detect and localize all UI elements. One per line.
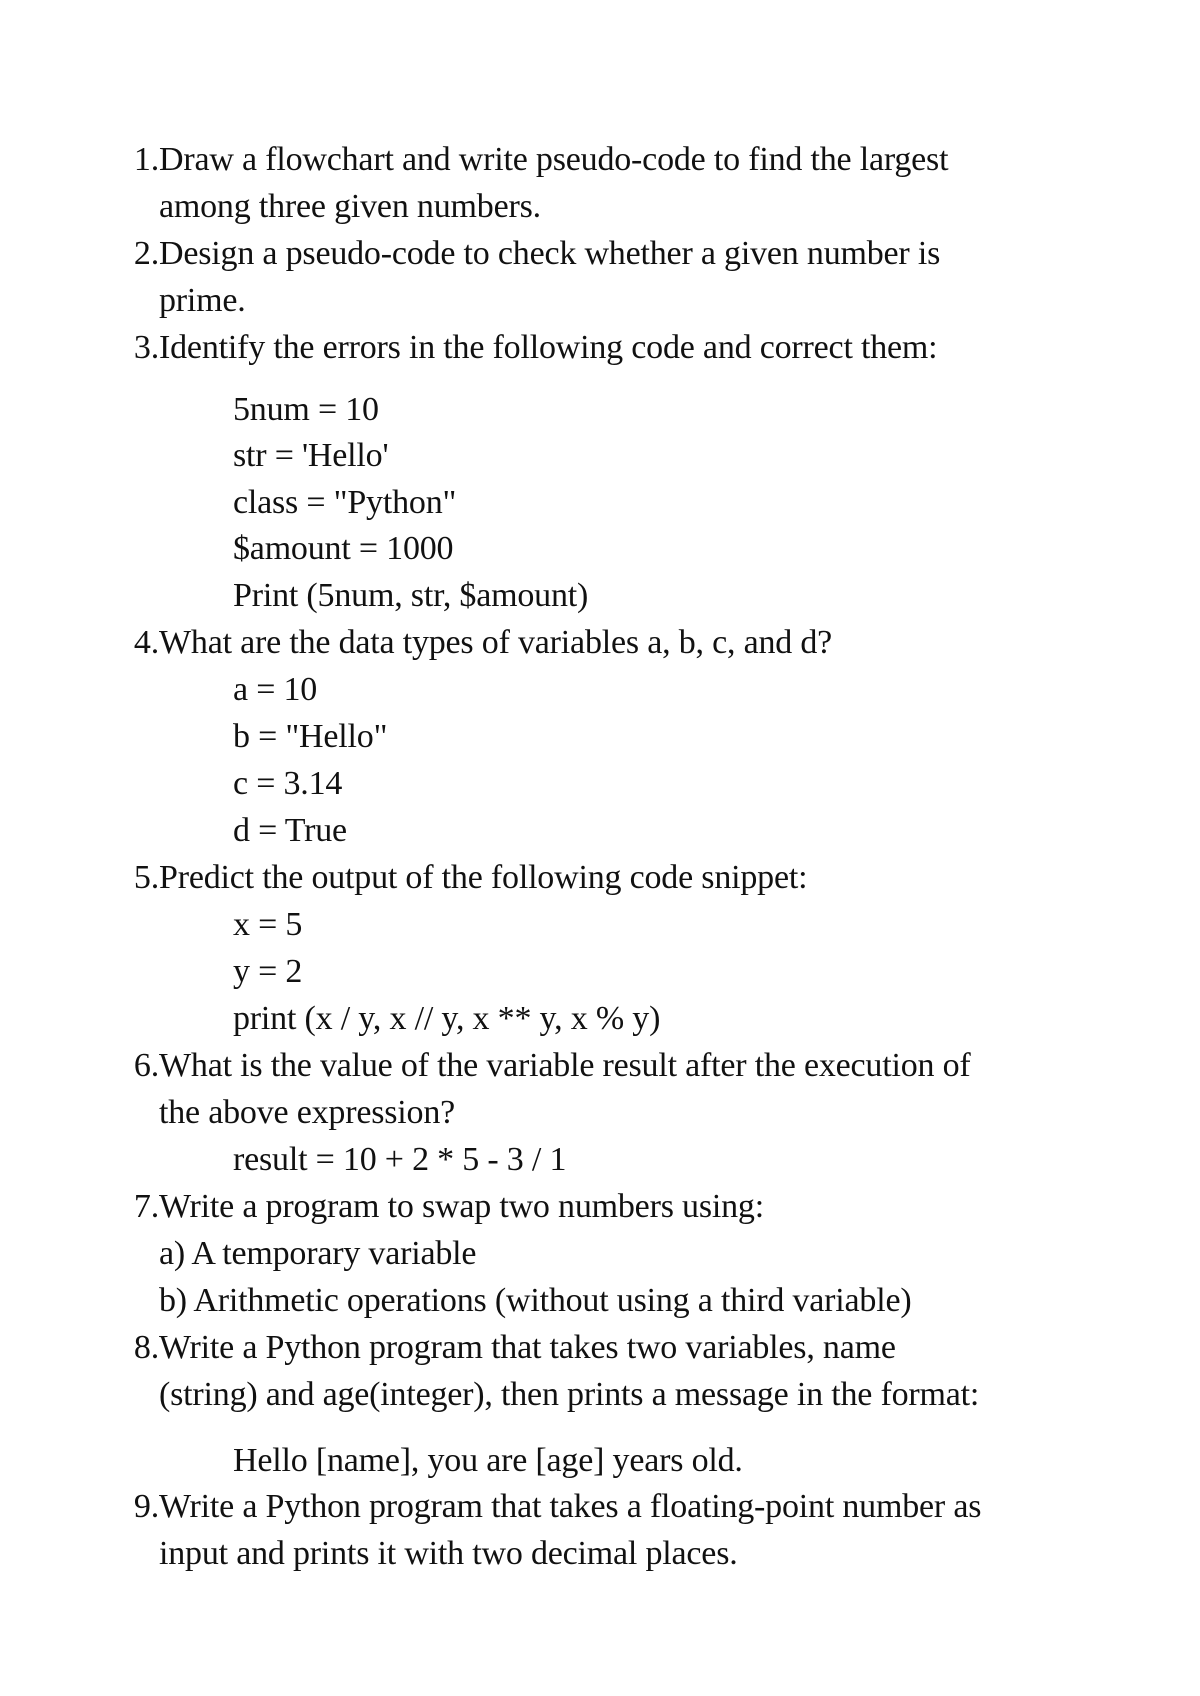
- question-number: 5.: [133, 859, 159, 896]
- question-text: Draw a flowchart and write pseudo-code to find the largest: [159, 141, 949, 178]
- code-line: 5num = 10: [233, 391, 379, 428]
- question-number: 4.: [133, 624, 159, 661]
- question-number: 8.: [133, 1329, 159, 1366]
- question-text: Write a Python program that takes a floating-point number as: [159, 1488, 982, 1525]
- question-text: Identify the errors in the following code and correct them:: [159, 329, 938, 366]
- code-line: d = True: [233, 812, 347, 849]
- code-line: x = 5: [233, 906, 303, 943]
- question-8-continued: (string) and age(integer), then prints a message in the format:: [159, 1376, 980, 1413]
- code-line: Hello [name], you are [age] years old.: [233, 1442, 743, 1479]
- question-text: Predict the output of the following code snippet:: [159, 859, 808, 896]
- question-text: Write a program to swap two numbers using:: [159, 1188, 764, 1225]
- question-9-continued: input and prints it with two decimal places.: [159, 1535, 738, 1572]
- code-line: b = "Hello": [233, 718, 388, 755]
- question-number: 1.: [133, 141, 159, 178]
- code-line: str = 'Hello': [233, 437, 389, 474]
- question-number: 6.: [133, 1047, 159, 1084]
- code-line: result = 10 + 2 * 5 - 3 / 1: [233, 1141, 567, 1178]
- question-1-continued: among three given numbers.: [159, 188, 541, 225]
- question-number: 9.: [133, 1488, 159, 1525]
- code-line: Print (5num, str, $amount): [233, 577, 589, 614]
- code-line: a = 10: [233, 671, 318, 708]
- question-number: 7.: [133, 1188, 159, 1225]
- question-2-continued: prime.: [159, 282, 246, 319]
- question-text: What is the value of the variable result after the execution of: [159, 1047, 971, 1084]
- code-line: class = "Python": [233, 484, 457, 521]
- code-line: c = 3.14: [233, 765, 343, 802]
- sub-item: a) A temporary variable: [159, 1235, 477, 1272]
- sub-item: b) Arithmetic operations (without using a third variable): [159, 1282, 912, 1319]
- question-6-continued: the above expression?: [159, 1094, 456, 1131]
- code-line: $amount = 1000: [233, 530, 454, 567]
- question-text: What are the data types of variables a, b, c, and d?: [159, 624, 833, 661]
- question-text: Write a Python program that takes two variables, name: [159, 1329, 896, 1366]
- code-line: y = 2: [233, 953, 303, 990]
- question-number: 2.: [133, 235, 159, 272]
- code-line: print (x / y, x // y, x ** y, x % y): [233, 1000, 661, 1037]
- question-text: Design a pseudo-code to check whether a given number is: [159, 235, 941, 272]
- question-number: 3.: [133, 329, 159, 366]
